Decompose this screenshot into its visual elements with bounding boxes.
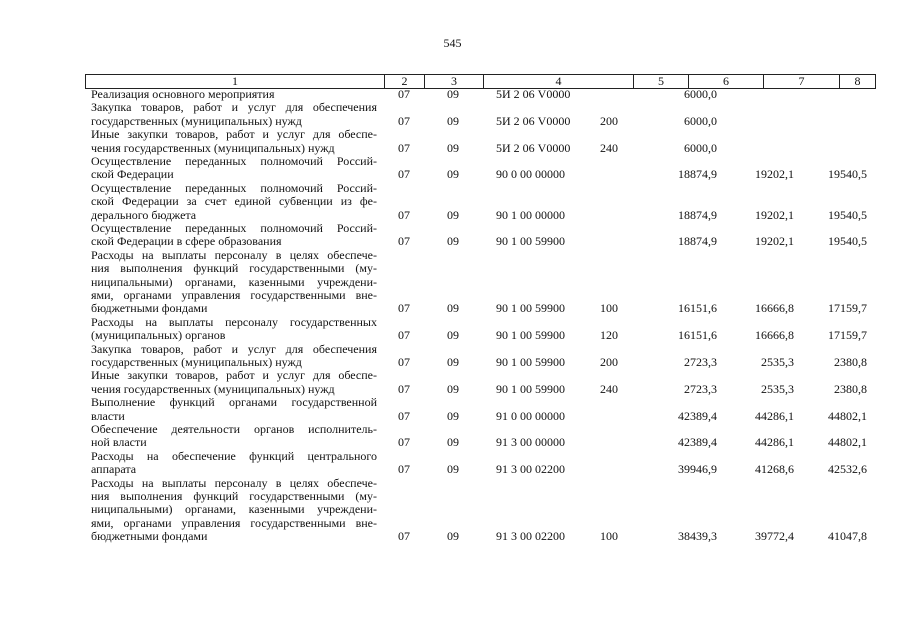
row-name-line: ния выполнения функций государственными (му- — [91, 261, 377, 276]
row-name-line: Реализация основного мероприятия — [91, 87, 275, 101]
row-name-line: Обеспечение деятельности органов исполнитель- — [91, 421, 377, 436]
row-name — [91, 101, 377, 128]
table-row — [0, 249, 905, 316]
row-section: 07 — [398, 435, 410, 450]
row-section: 07 — [398, 354, 410, 369]
table-row — [0, 88, 905, 101]
row-name-line: ния выполнения функций государственными (му- — [91, 488, 377, 503]
header-col-3: 3 — [425, 75, 484, 88]
row-expense-type: 200 — [600, 354, 618, 369]
row-subsection: 09 — [447, 354, 459, 369]
row-name-line: ями, органами управления государственными вне- — [91, 515, 377, 530]
table-row — [0, 316, 905, 343]
row-section: 07 — [398, 328, 410, 343]
row-target-article: 90 1 00 59900 — [496, 381, 565, 396]
row-amount-year-1: 42389,4 — [678, 435, 717, 450]
row-subsection: 09 — [447, 435, 459, 450]
row-name-line: бюджетными фондами — [91, 529, 208, 544]
row-name-line: Осуществление переданных полномочий Россий- — [91, 220, 377, 235]
header-col-6: 6 — [689, 75, 764, 88]
row-target-article: 91 3 00 02200 — [496, 529, 565, 544]
row-amount-year-2: 16666,8 — [755, 301, 794, 316]
row-name — [91, 450, 377, 477]
row-name-line: Расходы на обеспечение функций центрального — [91, 448, 377, 463]
row-section: 07 — [398, 167, 410, 182]
row-name-line: чения государственных (муниципальных) нужд — [91, 381, 335, 396]
row-amount-year-2: 19202,1 — [755, 167, 794, 182]
row-name — [91, 396, 377, 423]
row-amount-year-3: 17159,7 — [828, 301, 867, 316]
row-target-article: 91 3 00 00000 — [496, 435, 565, 450]
row-expense-type: 240 — [600, 381, 618, 396]
row-amount-year-3: 44802,1 — [828, 408, 867, 423]
row-amount-year-3: 2380,8 — [834, 354, 867, 369]
row-target-article: 91 0 00 00000 — [496, 408, 565, 423]
row-target-article: 5И 2 06 V0000 — [496, 113, 571, 128]
row-name-line: аппарата — [91, 462, 137, 477]
row-name-line: ской Федерации за счет единой субвенции из фе- — [91, 194, 377, 209]
row-subsection: 09 — [447, 167, 459, 182]
row-expense-type: 100 — [600, 301, 618, 316]
row-subsection: 09 — [447, 529, 459, 544]
row-target-article: 91 3 00 02200 — [496, 462, 565, 477]
row-expense-type: 200 — [600, 113, 618, 128]
row-name-line: дерального бюджета — [91, 207, 197, 222]
table-row — [0, 155, 905, 182]
row-target-article: 5И 2 06 V0000 — [496, 140, 571, 155]
row-name — [91, 182, 377, 222]
row-name-line: Иные закупки товаров, работ и услуг для обеспе- — [91, 368, 377, 383]
row-name-line: власти — [91, 408, 125, 423]
row-amount-year-3: 17159,7 — [828, 328, 867, 343]
row-target-article: 90 1 00 59900 — [496, 354, 565, 369]
row-subsection: 09 — [447, 328, 459, 343]
row-name-line: Осуществление переданных полномочий Россий- — [91, 153, 377, 168]
row-section: 07 — [398, 301, 410, 316]
row-amount-year-3: 42532,6 — [828, 462, 867, 477]
table-body — [0, 88, 905, 544]
row-subsection: 09 — [447, 381, 459, 396]
header-col-5: 5 — [634, 75, 689, 88]
row-amount-year-3: 44802,1 — [828, 435, 867, 450]
row-amount-year-1: 16151,6 — [678, 301, 717, 316]
row-amount-year-1: 38439,3 — [678, 529, 717, 544]
row-amount-year-1: 6000,0 — [684, 140, 717, 155]
row-target-article: 90 1 00 59900 — [496, 301, 565, 316]
row-name — [91, 128, 377, 155]
row-subsection: 09 — [447, 207, 459, 222]
row-name-line: Иные закупки товаров, работ и услуг для обеспе- — [91, 127, 377, 142]
table-row — [0, 128, 905, 155]
table-row — [0, 222, 905, 249]
row-name-line: государственных (муниципальных) нужд — [91, 113, 302, 128]
row-amount-year-2: 39772,4 — [755, 529, 794, 544]
row-amount-year-2: 19202,1 — [755, 207, 794, 222]
row-name-line: ской Федерации — [91, 167, 174, 182]
table-row — [0, 343, 905, 370]
row-name-line: Расходы на выплаты персоналу государственных — [91, 314, 377, 329]
header-col-8: 8 — [854, 74, 861, 88]
row-name-line: Осуществление переданных полномочий Россий- — [91, 180, 377, 195]
table-row — [0, 101, 905, 128]
row-name — [91, 222, 377, 249]
row-amount-year-3: 19540,5 — [828, 234, 867, 249]
row-amount-year-1: 6000,0 — [684, 113, 717, 128]
row-section: 07 — [398, 462, 410, 477]
row-amount-year-3: 19540,5 — [828, 167, 867, 182]
row-name — [91, 155, 377, 182]
row-name-line: бюджетными фондами — [91, 301, 208, 316]
row-section: 07 — [398, 408, 410, 423]
row-subsection: 09 — [447, 462, 459, 477]
row-name-line: Выполнение функций органами государственной — [91, 395, 377, 410]
row-section: 07 — [398, 381, 410, 396]
table-row — [0, 369, 905, 396]
row-amount-year-1: 6000,0 — [684, 87, 717, 101]
row-name-line: ниципальными) органами, казенными учреждени- — [91, 274, 377, 289]
header-col-4: 4 — [484, 75, 634, 88]
row-amount-year-1: 16151,6 — [678, 328, 717, 343]
row-section: 07 — [398, 234, 410, 249]
row-subsection: 09 — [447, 408, 459, 423]
row-amount-year-2: 16666,8 — [755, 328, 794, 343]
row-target-article: 5И 2 06 V0000 — [496, 87, 571, 101]
row-amount-year-1: 42389,4 — [678, 408, 717, 423]
row-section: 07 — [398, 207, 410, 222]
row-expense-type: 120 — [600, 328, 618, 343]
row-target-article: 90 0 00 00000 — [496, 167, 565, 182]
row-expense-type: 100 — [600, 529, 618, 544]
row-amount-year-2: 19202,1 — [755, 234, 794, 249]
row-target-article: 90 1 00 00000 — [496, 207, 565, 222]
row-amount-year-1: 2723,3 — [684, 381, 717, 396]
row-amount-year-3: 19540,5 — [828, 207, 867, 222]
row-subsection: 09 — [447, 140, 459, 155]
header-col-7: 7 — [764, 75, 840, 88]
row-amount-year-1: 18874,9 — [678, 234, 717, 249]
row-subsection: 09 — [447, 113, 459, 128]
row-name — [91, 316, 377, 343]
row-name-line: Расходы на выплаты персоналу в целях обеспече- — [91, 475, 377, 490]
row-section: 07 — [398, 140, 410, 155]
row-section: 07 — [398, 87, 410, 101]
row-name-line: Закупка товаров, работ и услуг для обеспечения — [91, 341, 377, 356]
row-amount-year-2: 44286,1 — [755, 435, 794, 450]
row-name-line: чения государственных (муниципальных) нужд — [91, 140, 335, 155]
row-subsection: 09 — [447, 234, 459, 249]
header-col-2: 2 — [385, 75, 425, 88]
row-expense-type: 240 — [600, 140, 618, 155]
row-name-line: ями, органами управления государственными вне- — [91, 287, 377, 302]
row-subsection: 09 — [447, 301, 459, 316]
row-name-line: государственных (муниципальных) нужд — [91, 354, 302, 369]
row-name — [91, 88, 377, 101]
row-amount-year-1: 2723,3 — [684, 354, 717, 369]
row-name — [91, 423, 377, 450]
table-row — [0, 396, 905, 423]
row-amount-year-1: 18874,9 — [678, 207, 717, 222]
row-name — [91, 343, 377, 370]
page-number: 545 — [443, 36, 462, 50]
row-amount-year-2: 2535,3 — [761, 381, 794, 396]
row-amount-year-2: 44286,1 — [755, 408, 794, 423]
table-row — [0, 182, 905, 222]
table-row — [0, 450, 905, 477]
row-name-line: Расходы на выплаты персоналу в целях обеспече- — [91, 247, 377, 262]
row-name-line: ниципальными) органами, казенными учреждени- — [91, 502, 377, 517]
row-name-line: ной власти — [91, 435, 147, 450]
row-name-line: Закупка товаров, работ и услуг для обеспечения — [91, 100, 377, 115]
row-target-article: 90 1 00 59900 — [496, 328, 565, 343]
row-amount-year-3: 41047,8 — [828, 529, 867, 544]
row-name-line: ской Федерации в сфере образования — [91, 234, 282, 249]
row-target-article: 90 1 00 59900 — [496, 234, 565, 249]
header-col-1: 1 — [86, 75, 385, 88]
row-subsection: 09 — [447, 87, 459, 101]
row-name-line: (муниципальных) органов — [91, 328, 226, 343]
row-amount-year-1: 18874,9 — [678, 167, 717, 182]
row-name — [91, 477, 377, 544]
row-name — [91, 369, 377, 396]
row-amount-year-2: 2535,3 — [761, 354, 794, 369]
row-amount-year-2: 41268,6 — [755, 462, 794, 477]
row-name — [91, 249, 377, 316]
row-section: 07 — [398, 113, 410, 128]
table-row — [0, 477, 905, 544]
row-section: 07 — [398, 529, 410, 544]
row-amount-year-1: 39946,9 — [678, 462, 717, 477]
row-amount-year-3: 2380,8 — [834, 381, 867, 396]
table-row — [0, 423, 905, 450]
